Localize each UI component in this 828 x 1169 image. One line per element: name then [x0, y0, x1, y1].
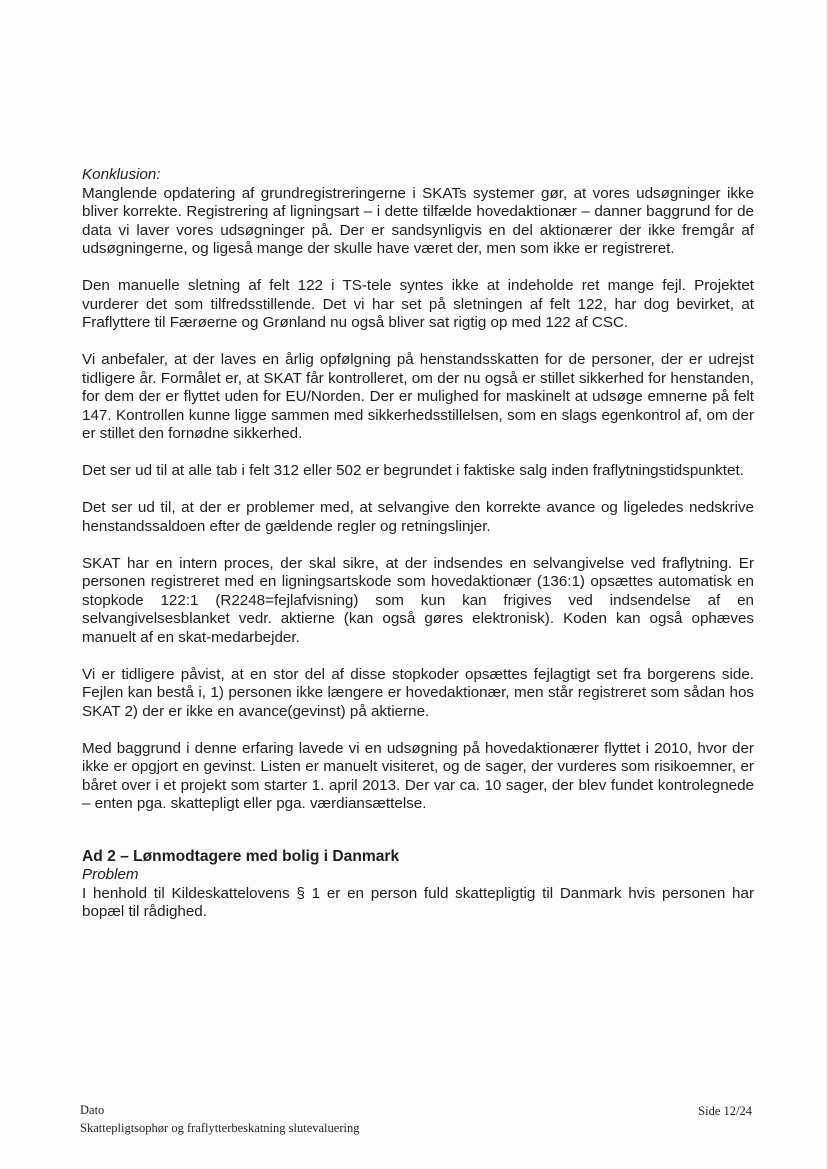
paragraph-problem: I henhold til Kildeskattelovens § 1 er en person fuld skattepligtig til Danmark hvis personen har bopæl til rådighed.: [82, 884, 754, 920]
page-footer: [80, 1101, 752, 1137]
conclusion-heading: Konklusion:: [82, 166, 161, 183]
problem-heading: Problem: [82, 866, 139, 883]
paragraph-conclusion: Manglende opdatering af grundregistreringerne i SKATs systemer gør, at vores udsøgninger ikke bliver korrekte. Registrering af ligningsart – i dette tilfælde hovedaktionær – danner baggrund for de data vi laver vores udsøgninger på. Der er sandsynligvis en del aktionærer der ikke fremgår af udsøgningerne, og ligeså mange der skulle have været der, men som ikke er registreret.: [82, 184, 754, 257]
footer-document-title: Skattepligtsophør og fraflytterbeskatning slutevaluering: [80, 1121, 360, 1135]
section-heading: Ad 2 – Lønmodtagere med bolig i Danmark: [82, 847, 400, 865]
document-body: [82, 166, 754, 940]
paragraph-recommendation: Vi anbefaler, at der laves en årlig opfølgning på henstandsskatten for de personer, der er udrejst tidligere år. Formålet er, at SKAT får kontrolleret, om der nu også er stillet sikkerhed for henstanden, for dem der er flyttet uden for EU/Norden. Der er mulighed for maskinelt at udsøge emnerne på felt 147. Kontrollen kunne ligge sammen med sikkerhedsstillelsen, som en slags egenkontrol af, om der er stillet den fornødne sikkerhed.: [82, 351, 754, 442]
paragraph-stopcodes: Vi er tidligere påvist, at en stor del af disse stopkoder opsættes fejlagtigt set fra borgerens side. Fejlen kan bestå i, 1) personen ikke længere er hovedaktionær, men står registreret som sådan hos SKAT 2) der er ikke en avance(gevinst) på aktierne.: [82, 665, 754, 720]
footer-page-number: Side 12/24: [698, 1104, 752, 1118]
paragraph-experience: Med baggrund i denne erfaring lavede vi en udsøgning på hovedaktionærer flyttet i 2010, hvor der ikke er opgjort en gevinst. Listen er manuelt visiteret, og de sager, der vurderes som risikoemner, er båret over i et projekt som starter 1. april 2013. Der var ca. 10 sager, der blev fundet kontrolegnede – enten pga. skattepligt eller pga. værdiansættelse.: [82, 739, 754, 812]
footer-date-label: Dato: [80, 1103, 105, 1117]
paragraph-problems: Det ser ud til, at der er problemer med, at selvangive den korrekte avance og ligeledes nedskrive henstandssaldoen efter de gældende regler og retningslinjer.: [82, 499, 754, 535]
paragraph-field-122: Den manuelle sletning af felt 122 i TS-tele syntes ikke at indeholde ret mange fejl. Projektet vurderer det som tilfredsstillende. Det vi har set på sletningen af felt 122, har dog bevirket, at Fraflyttere til Færøerne og Grønland nu også bliver sat rigtig op med 122 af CSC.: [82, 277, 754, 331]
paragraph-internal-process: SKAT har en intern proces, der skal sikre, at der indsendes en selvangivelse ved fraflytning. Er personen registreret med en ligningsartskode som hovedaktionær (136:1) opsættes automatisk en stopkode 122:1 (R2248=fejlafvisning) som kun kan frigives ved indsendelse af en selvangivelsesblanket vedr. aktierne (kan også gøres elektronisk). Koden kan også ophæves manuelt af en skat-medarbejder.: [82, 554, 754, 646]
paragraph-losses: Det ser ud til at alle tab i felt 312 eller 502 er begrundet i faktiske salg inden fraflytningstidspunktet.: [82, 462, 744, 479]
